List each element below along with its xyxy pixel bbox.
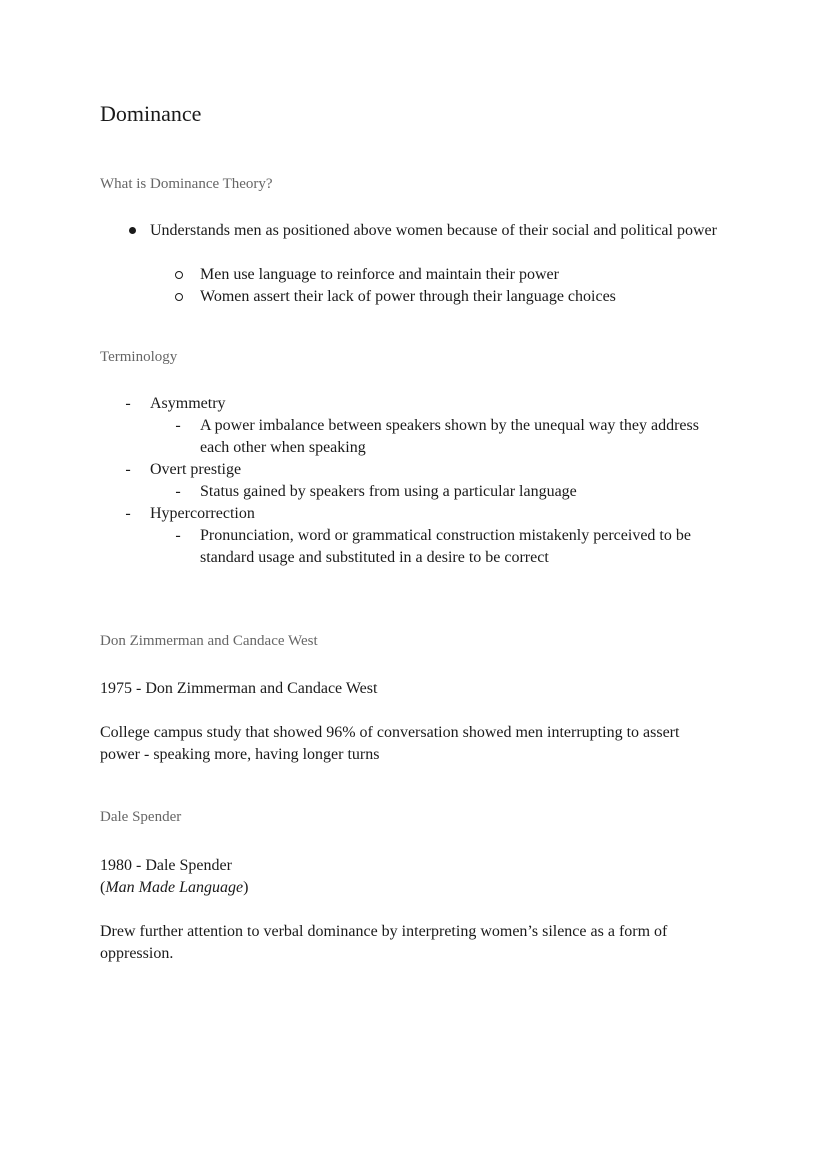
bullet-circle-icon (175, 293, 183, 301)
bullet-dot-icon (129, 227, 136, 234)
book-open-paren: ( (100, 879, 106, 896)
dash-marker: - (175, 527, 181, 544)
description-spender: Drew further attention to verbal dominance by interpreting women’s silence as a form of oppression. (100, 923, 668, 962)
term-overt-prestige: Overt prestige (150, 461, 242, 478)
description-zimmerman: College campus study that showed 96% of conversation showed men interrupting to assert power - speaking more, having longer turns (100, 724, 680, 763)
section-heading-what-is: What is Dominance Theory? (100, 176, 273, 192)
date-line-spender: 1980 - Dale Spender (100, 857, 232, 874)
term-definition-hypercorrection: Pronunciation, word or grammatical construction mistakenly perceived to be standard usage and substituted in a desire to be correct (200, 527, 691, 566)
dash-marker: - (125, 461, 131, 478)
document-title: Dominance (100, 101, 202, 126)
bullet-circle-icon (175, 271, 183, 279)
list-item-sub-2: Women assert their lack of power through their language choices (200, 288, 616, 305)
book-close-paren: ) (243, 879, 249, 896)
section-heading-zimmerman: Don Zimmerman and Candace West (100, 633, 318, 649)
dash-marker: - (175, 417, 181, 434)
term-asymmetry: Asymmetry (150, 395, 226, 412)
term-definition-overt-prestige: Status gained by speakers from using a particular language (200, 483, 577, 500)
term-definition-asymmetry: A power imbalance between speakers shown by the unequal way they address each other when speaking (200, 417, 699, 456)
book-title: Man Made Language (105, 879, 244, 896)
dash-marker: - (125, 505, 131, 522)
book-reference (100, 877, 720, 899)
section-heading-spender: Dale Spender (100, 809, 182, 825)
term-hypercorrection: Hypercorrection (150, 505, 255, 522)
section-heading-terminology: Terminology (100, 349, 178, 365)
list-item-sub-1: Men use language to reinforce and maintain their power (200, 266, 559, 283)
date-line-zimmerman: 1975 - Don Zimmerman and Candace West (100, 680, 378, 697)
dash-marker: - (125, 395, 131, 412)
list-item-main: Understands men as positioned above women because of their social and political power (150, 222, 717, 239)
dash-marker: - (175, 483, 181, 500)
